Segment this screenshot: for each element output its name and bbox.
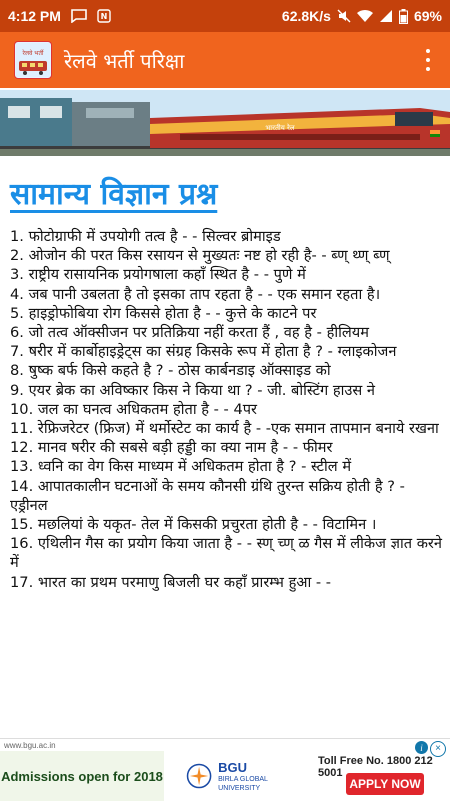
ad-brand[interactable] [186,753,290,799]
list-item: 4. जब पानी उबलता है तो इसका ताप रहता है - - एक समान रहता है। [10,285,381,303]
list-item: 14. आपातकालीन घटनाओं के समय कौनसी ग्रंथि तुरन्त सक्रिय होती है ? - एड्रीनल [10,477,405,514]
network-speed: 62.8K/s [281,8,331,24]
list-item: 12. मानव षरीर की सबसे बड़ी हड्डी का क्या नाम है - - फीमर [10,439,333,457]
list-item: 6. जो तत्व ऑक्सीजन पर प्रतिक्रिया नहीं करता हैं , वह है - हीलियम [10,324,369,342]
ad-url: www.bgu.ac.in [4,741,56,750]
list-item: 8. षुष्क बर्फ किसे कहते है ? - ठोस कार्बनडाइ ऑक्साइड को [10,362,331,380]
list-item: 11. रेफ्रिजरेटर (फ्रिज) में थर्मोस्टेट का कार्य है - -एक समान तापमान बनाये रखना [10,420,439,438]
ad-info-icon[interactable]: i [415,741,428,754]
question-content[interactable] [0,156,450,738]
ad-headline: Admissions open for 2018 [1,768,163,784]
list-item: 10. जल का घनत्व अधिकतम होता है - - 4पर [10,400,257,418]
overflow-menu-icon[interactable] [418,46,438,74]
app-bar [0,32,450,88]
list-item: 15. मछलियां के यकृत- तेल में किसकी प्रचुरता होती है - - विटामिन । [10,516,377,534]
list-item: 13. ध्वनि का वेग किस माध्यम में अधिकतम होता है ? - स्टील में [10,458,352,476]
list-item: 3. राष्ट्रीय रासायनिक प्रयोगषाला कहॉं स्थित है - - पुणे में [10,266,306,284]
ad-brand-name: BGU [218,759,248,775]
list-item: 1. फोटोग्राफी में उपयोगी तत्व है - - सिल्वर ब्रोमाइड [10,228,281,245]
ad-headline-box[interactable] [0,751,164,801]
nfc-icon [97,9,111,23]
app-logo-icon [14,41,52,79]
battery-percent: 69% [413,8,442,24]
list-item: 7. षरीर में कार्बोहाइड्रेट्स का संग्रह किसके रूप में होता है ? - ग्लाइकोजन [10,343,397,361]
status-bar [0,0,450,32]
list-item: 9. एयर ब्रेक का अविष्कार किस ने किया था ? - जी. बोस्टिंग हाउस ने [10,381,375,399]
mute-icon [337,9,351,23]
page-heading: सामान्य विज्ञान प्रश्न [10,177,218,212]
list-item: 17. भारत का प्रथम परमाणु बिजली घर कहाँ प्रारम्भ हुआ - - [10,573,332,591]
banner-train-label: भारतीय रेल [265,124,295,132]
list-item: 2. ओजोन की परत किस रसायन से मुख्यतः नष्ट हो रही है- - ब्ण् थ्ण् ब्ण् [10,247,390,265]
svg-text:N: N [100,12,108,21]
apply-now-button[interactable]: APPLY NOW [346,773,424,795]
wifi-icon [357,9,373,23]
app-logo-label: रेलवे भर्ती [22,50,44,57]
status-time: 4:12 PM [8,8,61,24]
message-icon [71,9,87,23]
ad-brand-sub: BIRLA GLOBAL UNIVERSITY [218,775,268,792]
university-logo-icon [186,759,212,793]
battery-icon [399,9,408,24]
ad-close-icon[interactable]: × [430,741,446,757]
question-list [10,227,442,592]
banner-image [0,90,450,156]
signal-icon [379,9,393,23]
list-item: 5. हाइड्रोफोबिया रोग किससे होता है - - कुत्ते के काटने पर [10,304,317,322]
app-title: रेलवे भर्ती परिक्षा [64,48,185,73]
list-item: 16. एथिलीन गैस का प्रयोग किया जाता है - - स्ण् च्ण् ळ गैस में लीकेज ज्ञात करने में [10,535,442,572]
ad-toll-free: Toll Free No. 1800 212 5001 [318,755,433,779]
ad-banner[interactable] [0,738,450,801]
